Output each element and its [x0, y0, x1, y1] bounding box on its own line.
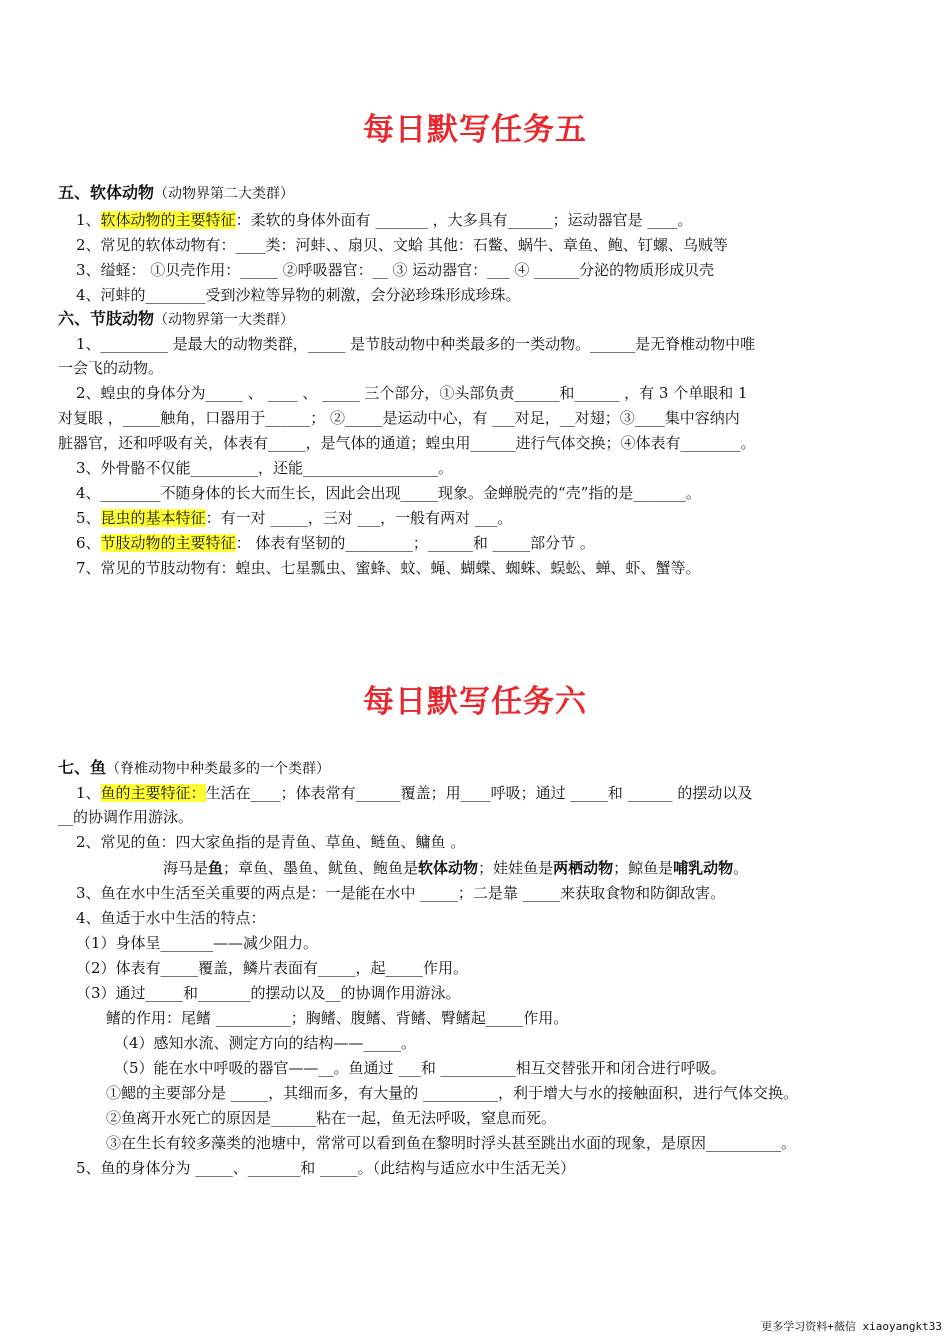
s6-line-3: 3、外骨骼不仅能_________，还能__________________。 [76, 459, 454, 477]
s7-line-2b [163, 858, 748, 878]
s7-line-1b: __的协调作用游泳。 [58, 808, 194, 826]
s7-point-4: （4）感知水流、测定方向的结构——_____。 [114, 1034, 417, 1052]
s7-point-3: （3）通过_____和_______的摆动以及__的协调作用游泳。 [76, 984, 461, 1002]
s7-line-3: 3、鱼在水中生活至关重要的两点是：一是能在水中 _____；二是靠 _____来获取食物和防御敌害。 [76, 884, 726, 902]
s7-line-2b-part7: ；鲸鱼是 [613, 859, 674, 877]
s7-point-5c: ③在生长有较多藻类的池塘中，常常可以看到鱼在黎明时浮头甚至跳出水面的现象，是原因__________。 [106, 1134, 797, 1152]
s6-line-5-highlight: 昆虫的基本特征 [100, 509, 206, 527]
section5-subtitle: （动物界第二大类群） [154, 186, 295, 202]
s7-line-2b-part3: ；章鱼、墨鱼、鱿鱼、鲍鱼是 [223, 859, 419, 877]
s5-line-1-rest: ：柔软的身体外面有 _______ ，大多具有______；运动器官是 ____。 [235, 211, 693, 229]
s7-line-1-highlight: 鱼的主要特征： [100, 784, 206, 802]
task5-title: 每日默写任务五 [363, 112, 587, 148]
s7-line-5: 5、鱼的身体分为 _____、_______和 _____。（此结构与适应水中生活无关） [76, 1159, 576, 1177]
s7-line-2: 2、常见的鱼：四大家鱼指的是青鱼、草鱼、鲢鱼、鳙鱼 。 [76, 833, 466, 851]
s7-point-2: （2）体表有_____覆盖，鳞片表面有_____，起_____作用。 [76, 959, 469, 977]
footer-note: 更多学习资料+薇信 xiaoyangkt33 [761, 1320, 942, 1333]
s7-line-2b-amphibian: 两栖动物 [553, 859, 614, 877]
s7-point-1: （1）身体呈_______——减少阻力。 [76, 934, 319, 952]
s5-line-2: 2、常见的软体动物有：____类：河蚌、、扇贝、文蛤 其他：石鳖、蜗牛、章鱼、鲍、钉螺、乌贼等 [76, 236, 728, 254]
s5-line-1-highlight: 软体动物的主要特征 [100, 211, 236, 229]
s7-point-3b: 鳍的作用：尾鳍 __________；胸鳍、腹鳍、背鳍、臀鳍起_____作用。 [106, 1009, 569, 1027]
s7-line-1-rest: 生活在____；体表常有______覆盖；用____呼吸；通过 _____和 ______ 的摆动以及 [205, 784, 753, 802]
s6-line-5 [76, 508, 512, 528]
s6-line-6-rest: ： 体表有坚韧的_________；______和 _____部分节 。 [235, 534, 595, 552]
s7-line-2b-fish: 鱼 [208, 859, 224, 877]
section7-heading [58, 758, 330, 779]
s6-line-4: 4、________不随身体的长大而生长，因此会出现_____现象。金蝉脱壳的“壳”指的是_______。 [76, 484, 701, 502]
s6-line-5-prefix: 5、 [76, 509, 101, 527]
s5-line-1-prefix: 1、 [76, 211, 101, 229]
section7-subtitle: （脊椎动物中种类最多的一个类群） [106, 761, 331, 777]
s7-line-2b-mollusk: 软体动物 [418, 859, 479, 877]
s7-point-5: （5）能在水中呼吸的器官——__。鱼通过 ___和 __________相互交替张开和闭合进行呼吸。 [114, 1059, 726, 1077]
section5-heading-text: 五、软体动物 [58, 183, 155, 202]
s7-point-5a: ①鳃的主要部分是 _____，其细而多，有大量的 __________，利于增大与水的接触面积，进行气体交换。 [106, 1084, 799, 1102]
s6-line-7: 7、常见的节肢动物有：蝗虫、七星瓢虫、蜜蜂、蚊、蝇、蝴蝶、蜘蛛、蜈蚣、蝉、虾、蟹等。 [76, 559, 701, 577]
s6-line-2a: 2、蝗虫的身体分为_____ 、 ____ 、 _____ 三个部分，①头部负责______和______ ，有 3 个单眼和 1 [76, 384, 748, 402]
section7-heading-text: 七、鱼 [58, 758, 107, 777]
s6-line-2c: 脏器官，还和呼吸有关，体表有_____，是气体的通道；蝗虫用______进行气体交换；④体表有________。 [58, 434, 756, 452]
s7-line-1 [76, 783, 752, 803]
s7-line-4: 4、鱼适于水中生活的特点： [76, 909, 266, 927]
s6-line-6-highlight: 节肢动物的主要特征 [100, 534, 236, 552]
s7-line-1-prefix: 1、 [76, 784, 101, 802]
s6-line-2b: 对复眼 ，_____触角，口器用于______； ②_____是运动中心，有 ___对足，__对翅；③____集中容纳内 [58, 409, 740, 427]
section6-heading [58, 309, 294, 330]
s5-line-3: 3、缢蛏： ①贝壳作用：_____ ②呼吸器官：__ ③ 运动器官：___ ④ ______分泌的物质形成贝壳 [76, 261, 715, 279]
s7-point-5b: ②鱼离开水死亡的原因是______粘在一起，鱼无法呼吸，窒息而死。 [106, 1109, 557, 1127]
s7-line-2b-part1: 海马是 [163, 859, 209, 877]
section6-heading-text: 六、节肢动物 [58, 309, 155, 328]
s7-line-2b-mammal: 哺乳动物 [673, 859, 734, 877]
s5-line-1 [76, 210, 692, 230]
section5-heading [58, 183, 294, 204]
s5-line-4: 4、河蚌的________受到沙粒等异物的刺激，会分泌珍珠形成珍珠。 [76, 286, 521, 304]
s6-line-5-rest: ：有一对 _____，三对 ___，一般有两对 ___。 [205, 509, 513, 527]
s6-line-6 [76, 533, 595, 553]
section6-subtitle: （动物界第一大类群） [154, 312, 295, 328]
s7-line-2b-part9: 。 [733, 859, 749, 877]
s6-line-1a: 1、_________ 是最大的动物类群，_____ 是节肢动物中种类最多的一类动物。______是无脊椎动物中唯 [76, 335, 756, 353]
s7-line-2b-part5: ；娃娃鱼是 [478, 859, 554, 877]
s6-line-1b: 一会飞的动物。 [58, 359, 164, 377]
s6-line-6-prefix: 6、 [76, 534, 101, 552]
task6-title: 每日默写任务六 [363, 684, 587, 720]
